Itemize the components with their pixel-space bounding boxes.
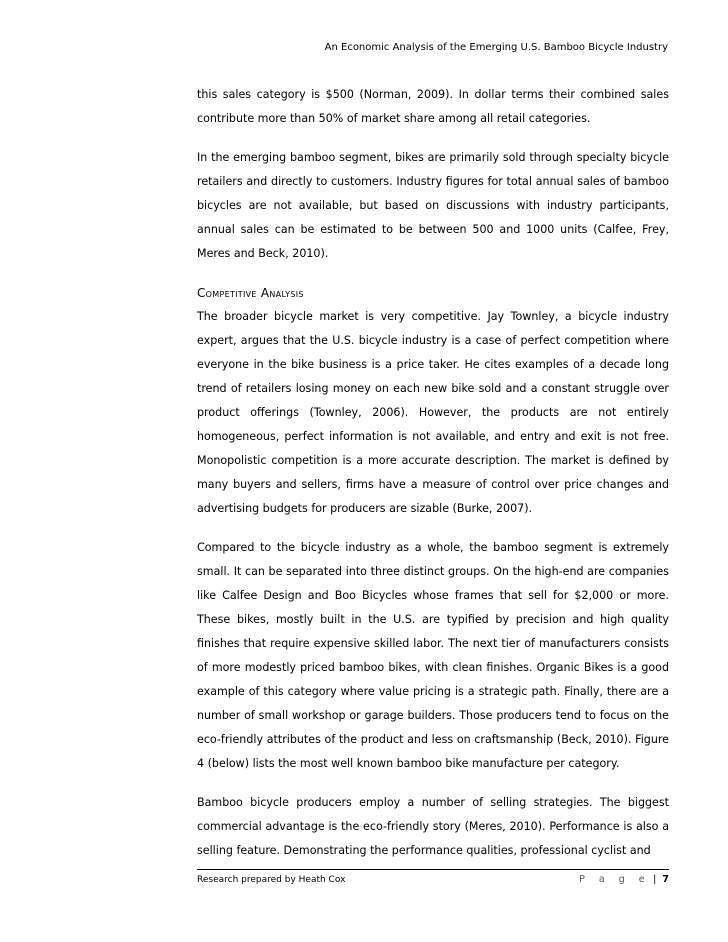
paragraph-2: In the emerging bamboo segment, bikes are primarily sold through specialty bicycle retailers and directly to customers. Industry figures for total annual sales of bamboo bicycles are not available, but based on discussions with industry participants, annual sales can be estimated to be between 500 and 1000 units (Calfee, Frey, Meres and Beck, 2010).	[197, 151, 669, 260]
footer-page-indicator	[579, 874, 669, 885]
page-label: P a g e	[579, 874, 651, 885]
running-header: An Economic Analysis of the Emerging U.S. Bamboo Bicycle Industry	[324, 42, 668, 53]
page-number: 7	[662, 874, 669, 885]
paragraph-4: Compared to the bicycle industry as a whole, the bamboo segment is extremely small. It can be separated into three distinct groups. On the high-end are companies like Calfee Design and Boo Bicycles whose frames that sell for $2,000 or more. These bikes, mostly built in the U.S. are typified by precision and high quality finishes that require expensive skilled labor. The next tier of manufacturers consists of more modestly priced bamboo bikes, with clean finishes. Organic Bikes is a good example of this category where value pricing is a strategic path. Finally, there are a number of small workshop or garage builders. Those producers tend to focus on the eco-friendly attributes of the product and less on craftsmanship (Beck, 2010). Figure 4 (below) lists the most well known bamboo bike manufacture per category.	[197, 541, 669, 770]
paragraph-3: The broader bicycle market is very competitive. Jay Townley, a bicycle industry expert, argues that the U.S. bicycle industry is a case of perfect competition where everyone in the bike business is a price taker. He cites examples of a decade long trend of retailers losing money on each new bike sold and a constant struggle over product offerings (Townley, 2006). However, the products are not entirely homogeneous, perfect information is not available, and entry and exit is not free. Monopolistic competition is a more accurate description. The market is defined by many buyers and sellers, firms have a measure of control over price changes and advertising budgets for producers are sizable (Burke, 2007).	[197, 310, 669, 515]
section-heading-competitive-analysis: Competitive Analysis	[197, 286, 304, 300]
page-separator: |	[653, 874, 657, 885]
footer-author-credit: Research prepared by Heath Cox	[197, 875, 346, 885]
body-text	[197, 83, 669, 878]
paragraph-1: this sales category is $500 (Norman, 2009). In dollar terms their combined sales contribute more than 50% of market share among all retail categories.	[197, 88, 669, 125]
footer-rule	[197, 869, 669, 870]
paragraph-5: Bamboo bicycle producers employ a number of selling strategies. The biggest commercial advantage is the eco-friendly story (Meres, 2010). Performance is also a selling feature. Demonstrating the performance qualities, professional cyclist and	[197, 796, 669, 857]
